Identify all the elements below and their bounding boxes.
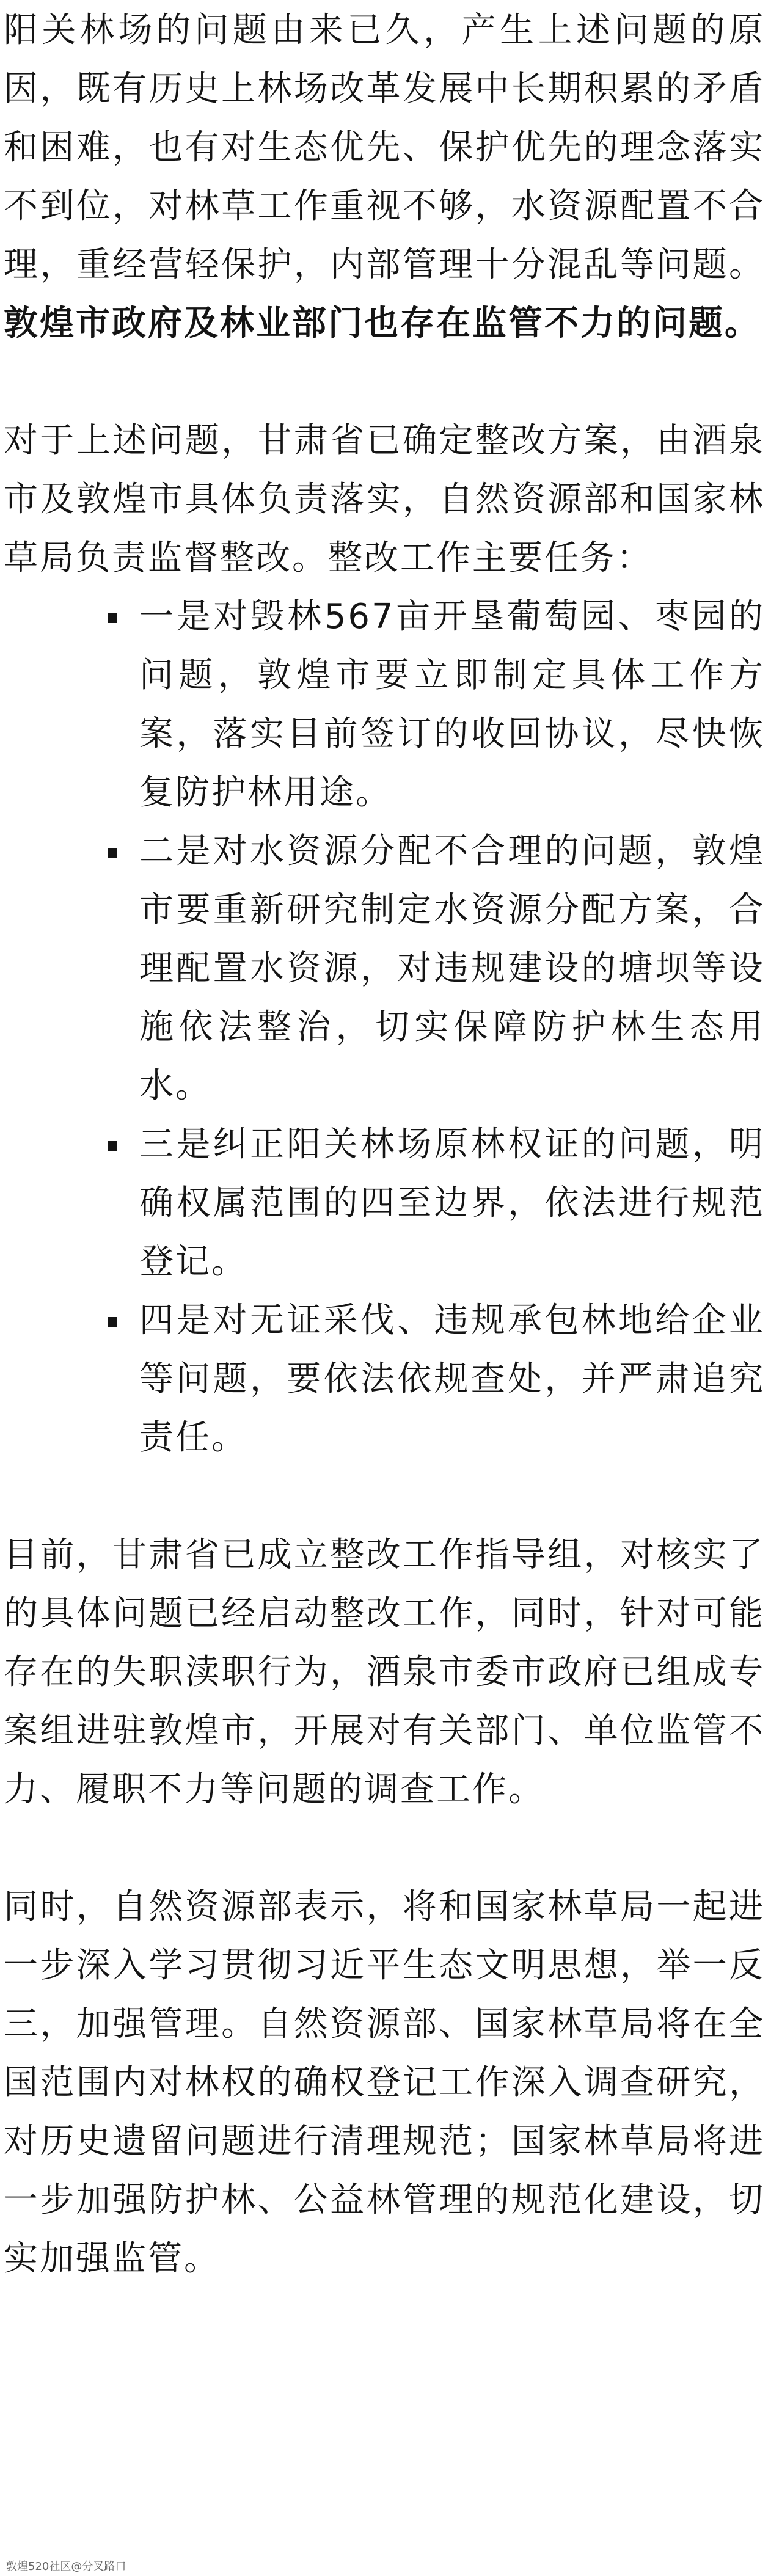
paragraph-gap xyxy=(4,1467,765,1526)
paragraph-progress: 目前，甘肃省已成立整改工作指导组，对核实了的具体问题已经启动整改工作，同时，针对可能存在的失职渎职行为，酒泉市委市政府已组成专案组进驻敦煌市，开展对有关部门、单位监管不力、履职不力等问题的调查工作。 xyxy=(4,1535,765,1809)
paragraph-cause-text: 阳关林场的问题由来已久，产生上述问题的原因，既有历史上林场改革发展中长期积累的矛盾和困难，也有对生态优先、保护优先的理念落实不到位，对林草工作重视不够，水资源配置不合理，重经营轻保护，内部管理十分混乱等问题。 xyxy=(4,10,765,285)
task-item: 二是对水资源分配不合理的问题，敦煌市要重新研究制定水资源分配方案，合理配置水资源，对违规建设的塘坝等设施依法整治，切实保障防护林生态用水。 xyxy=(139,822,765,1115)
task-list xyxy=(4,588,765,1467)
paragraph-ministry: 同时，自然资源部表示，将和国家林草局一起进一步深入学习贯彻习近平生态文明思想，举一反三，加强管理。自然资源部、国家林草局将在全国范围内对林权的确权登记工作深入调查研究，对历史遗留问题进行清理规范；国家林草局将进一步加强防护林、公益林管理的规范化建设，切实加强监管。 xyxy=(4,1887,765,2279)
paragraph-gap xyxy=(4,1819,765,1878)
paragraph-cause-bold: 敦煌市政府及林业部门也存在监管不力的问题。 xyxy=(4,304,761,343)
paragraph-plan: 对于上述问题，甘肃省已确定整改方案，由酒泉市及敦煌市具体负责落实，自然资源部和国家林草局负责监督整改。整改工作主要任务： xyxy=(4,421,765,578)
paragraph-gap xyxy=(4,353,765,412)
task-item: 一是对毁林567亩开垦葡萄园、枣园的问题，敦煌市要立即制定具体工作方案，落实目前签订的收回协议，尽快恢复防护林用途。 xyxy=(139,588,765,822)
task-item: 四是对无证采伐、违规承包林地给企业等问题，要依法依规查处，并严肃追究责任。 xyxy=(139,1291,765,1467)
paragraph-cause xyxy=(4,0,765,353)
task-item: 三是纠正阳关林场原林权证的问题，明确权属范围的四至边界，依法进行规范登记。 xyxy=(139,1115,765,1291)
watermark-text: 敦煌520社区@分叉路口 xyxy=(6,2560,126,2573)
